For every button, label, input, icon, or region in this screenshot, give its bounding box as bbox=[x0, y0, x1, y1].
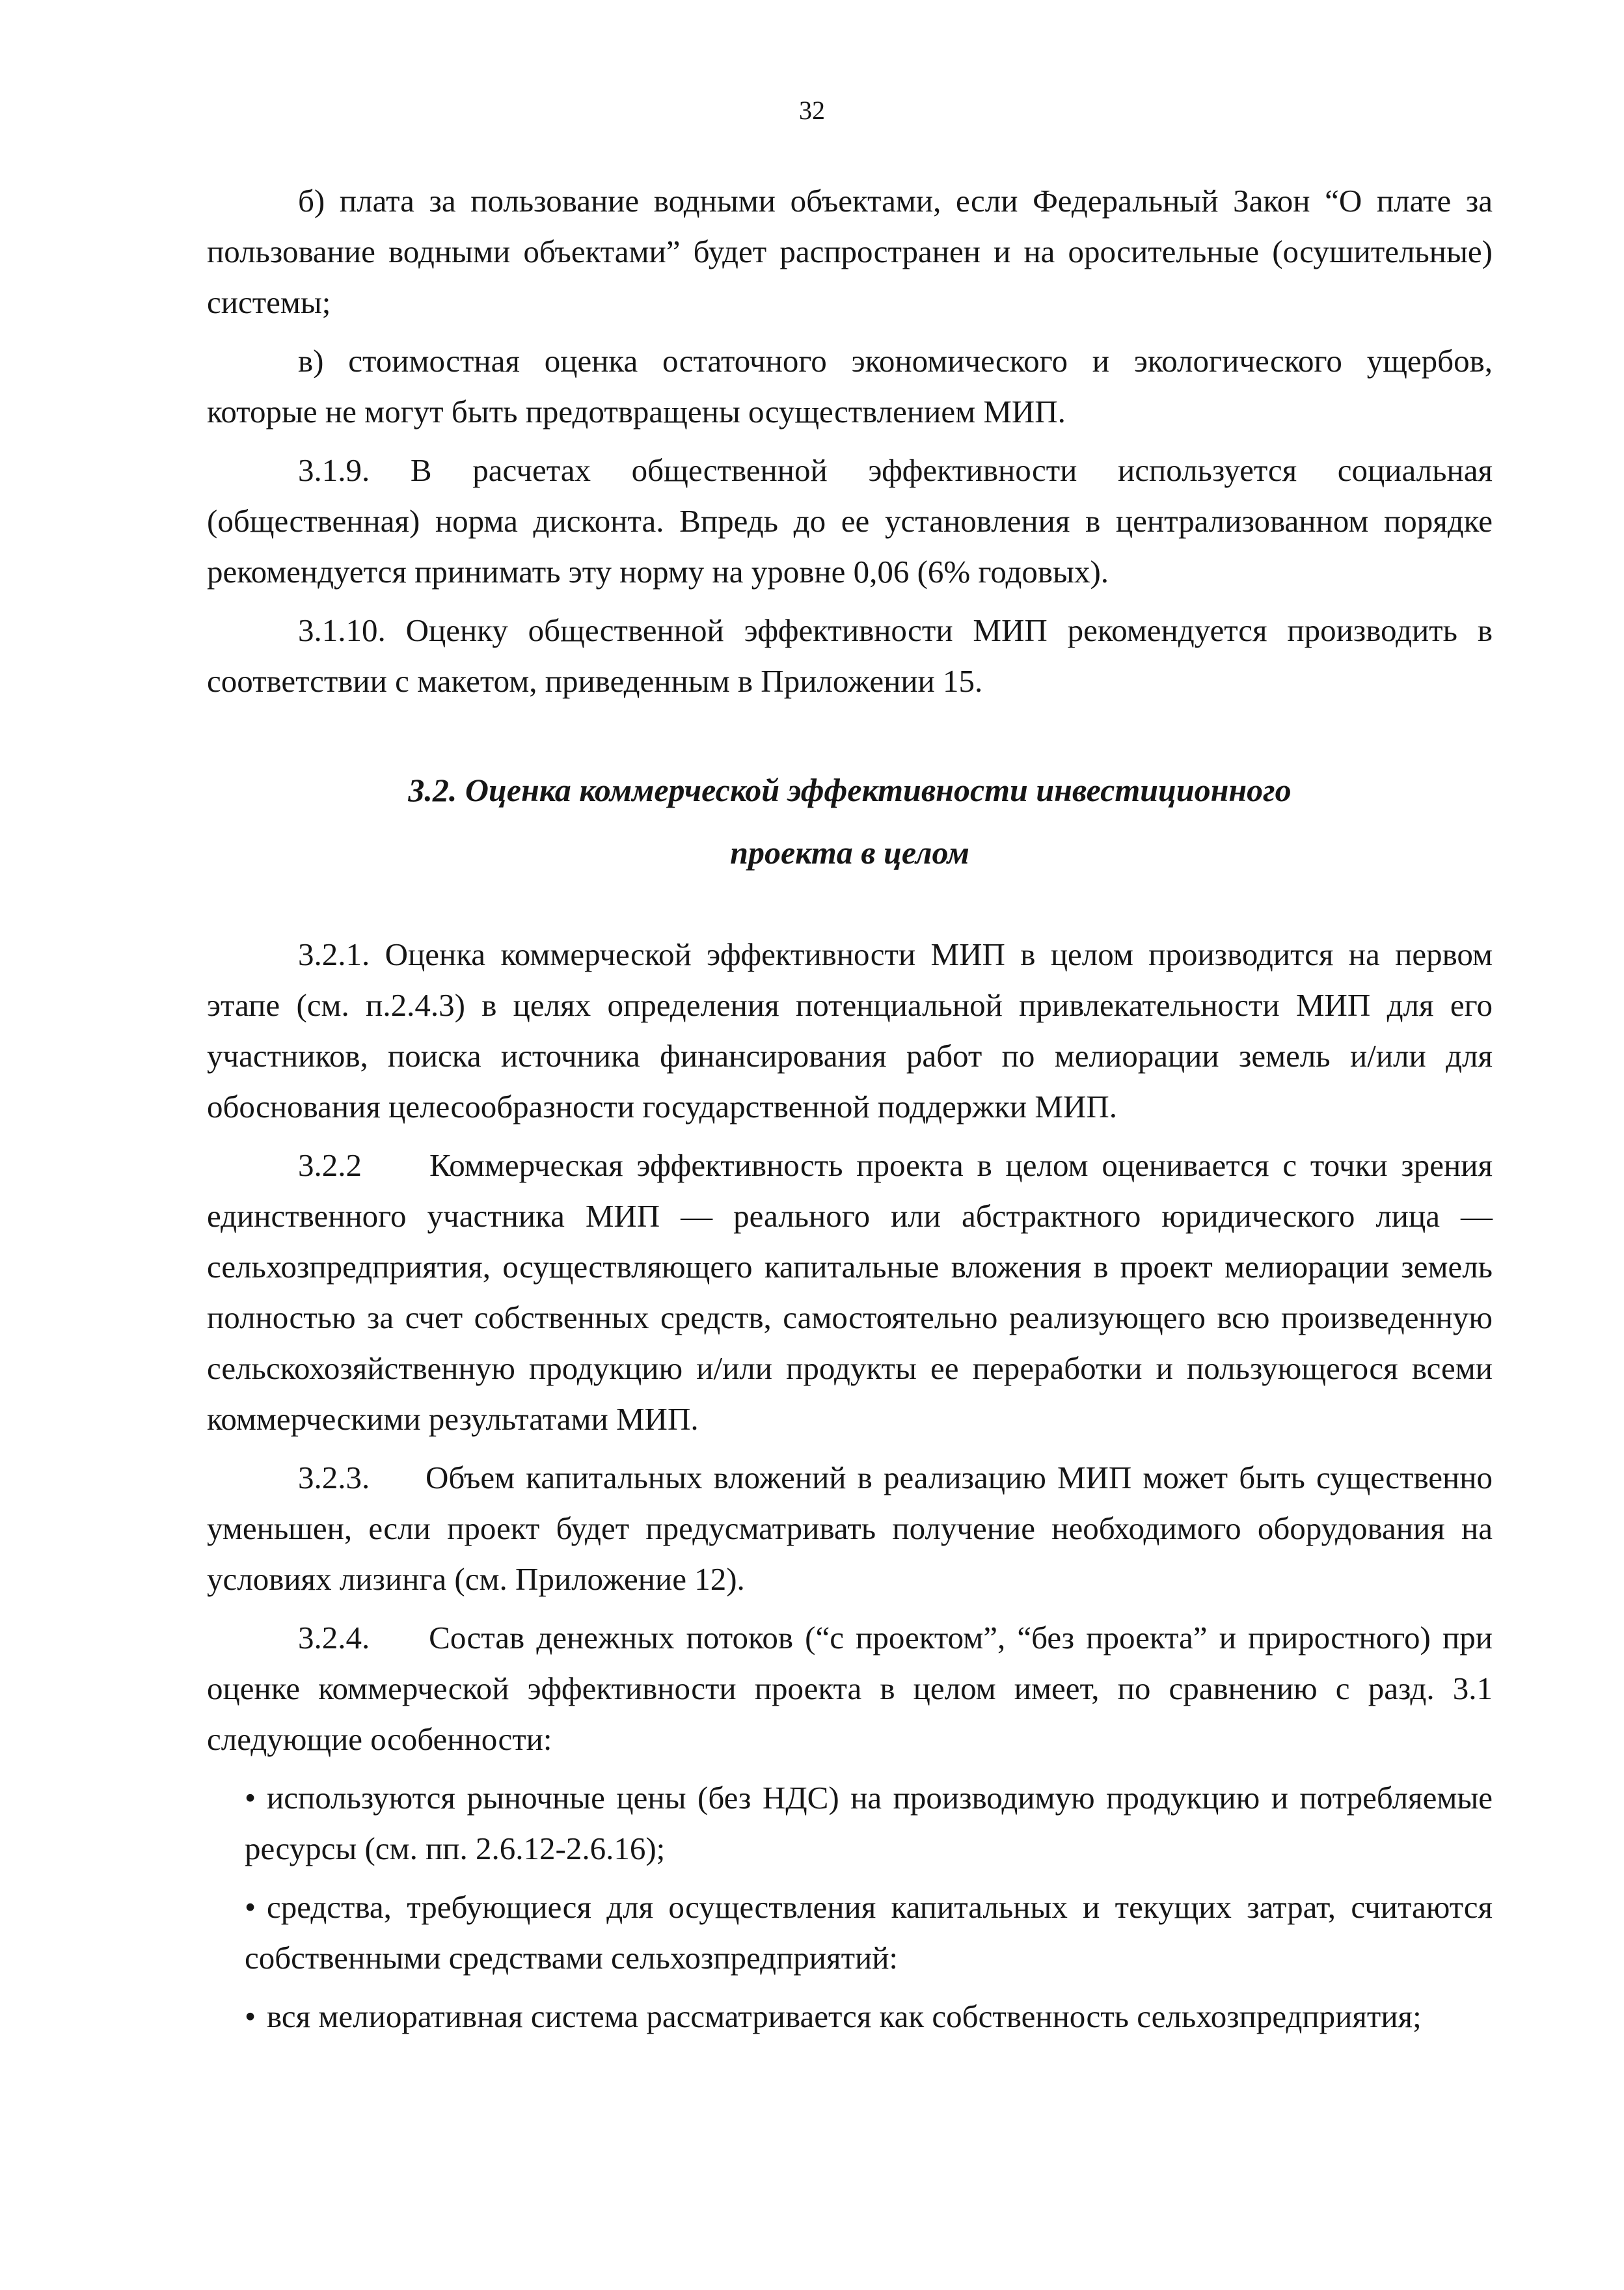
bullet-icon: • bbox=[245, 1998, 256, 2034]
bullet-item-own-funds bbox=[207, 1882, 1493, 1983]
paragraph-3-2-4: 3.2.4. Состав денежных потоков (“с проектом”, “без проекта” и приростного) при оценке коммерческой эффективности проекта в целом имеет, по сравнению с разд. 3.1 следующие особенности: bbox=[207, 1620, 1501, 1757]
bullet-item-ownership bbox=[207, 1991, 1493, 2042]
document-body bbox=[207, 176, 1501, 2050]
paragraph-b: б) плата за пользование водными объектами, если Федеральный Закон “О плате за пользование водными объектами” будет распространен и на оросительные (осушительные) системы; bbox=[207, 183, 1493, 320]
bullet-icon: • bbox=[245, 1889, 256, 1925]
bullet-text: средства, требующиеся для осуществления капитальных и текущих затрат, считаются собственными средствами сельхозпредприятий: bbox=[245, 1889, 1493, 1976]
paragraph-3-2-2: 3.2.2 Коммерческая эффективность проекта в целом оценивается с точки зрения единственного участника МИП — реального или абстрактного юридического лица — сельхозпредприятия, осуществляющего капитальные вложения в проект мелиорации земель полностью за счет собственных средств, самостоятельно реализующего всю произведенную сельскохозяйственную продукцию и/или продукты ее переработки и пользующегося всеми коммерческими результатами МИП. bbox=[207, 1147, 1501, 1437]
paragraph-3-2-3: 3.2.3. Объем капитальных вложений в реализацию МИП может быть существенно уменьшен, если проект будет предусматривать получение необходимого оборудования на условиях лизинга (см. Приложение 12). bbox=[207, 1460, 1501, 1597]
page-number: 32 bbox=[799, 96, 825, 125]
bullet-text: используются рыночные цены (без НДС) на производимую продукцию и потребляемые ресурсы (см. пп. 2.6.12-2.6.16); bbox=[245, 1780, 1493, 1866]
paragraph-v: в) стоимостная оценка остаточного экономического и экологического ущербов, которые не могут быть предотвращены осуществлением МИП. bbox=[207, 343, 1493, 429]
bullet-text: вся мелиоративная система рассматривается как собственность сельхозпредприятия; bbox=[267, 1998, 1422, 2034]
spacer bbox=[207, 884, 1493, 929]
paragraph-3-2-1: 3.2.1. Оценка коммерческой эффективности МИП в целом производится на первом этапе (см. п.2.4.3) в целях определения потенциальной привлекательности МИП для его участников, поиска источника финансирования работ по мелиорации земель и/или для обоснования целесообразности государственной поддержки МИП. bbox=[207, 936, 1493, 1125]
section-heading bbox=[207, 759, 1493, 884]
paragraph-3-1-9: 3.1.9. В расчетах общественной эффективности используется социальная (общественная) норма дисконта. Впредь до ее установления в централизованном порядке рекомендуется принимать эту норму на уровне 0,06 (6% годовых). bbox=[207, 452, 1493, 590]
bullet-icon: • bbox=[245, 1780, 256, 1816]
bullet-item-market-prices bbox=[207, 1773, 1493, 1874]
section-heading-line-1: 3.2. Оценка коммерческой эффективности инвестиционного bbox=[408, 772, 1292, 808]
section-heading-line-2: проекта в целом bbox=[730, 834, 969, 871]
paragraph-3-1-10: 3.1.10. Оценку общественной эффективности МИП рекомендуется производить в соответствии с макетом, приведенным в Приложении 15. bbox=[207, 612, 1493, 699]
